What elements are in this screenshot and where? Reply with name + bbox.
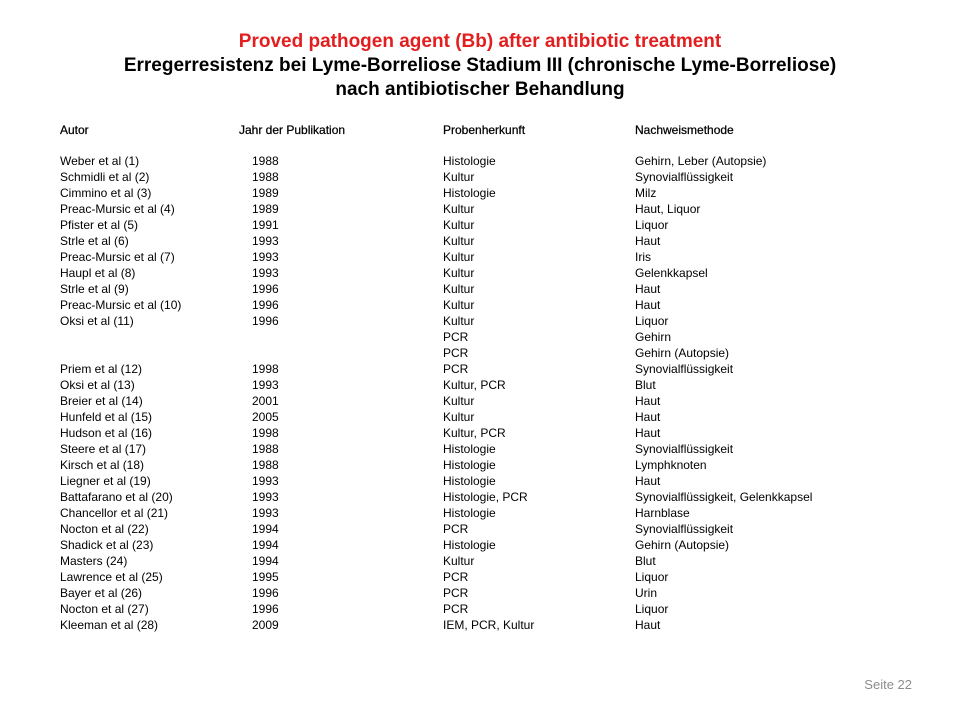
cell-jahr: 1989 <box>252 202 279 216</box>
cell-nachweismethode: Synovialflüssigkeit <box>635 362 734 376</box>
cell-probenherkunft: Kultur <box>443 170 475 184</box>
cell-jahr: 1993 <box>252 378 279 392</box>
cell-nachweismethode: Haut <box>635 474 661 488</box>
cell-jahr: 2005 <box>252 410 279 424</box>
cell-nachweismethode: Liquor <box>635 218 669 232</box>
cell-probenherkunft: Histologie, PCR <box>443 490 528 504</box>
cell-jahr: 1993 <box>252 474 279 488</box>
table-row <box>60 537 920 553</box>
cell-nachweismethode: Milz <box>635 186 657 200</box>
table-row <box>60 265 920 281</box>
cell-autor: Oksi et al (13) <box>60 378 135 392</box>
cell-jahr: 1993 <box>252 266 279 280</box>
cell-probenherkunft: Kultur, PCR <box>443 378 506 392</box>
cell-nachweismethode: Synovialflüssigkeit, Gelenkkapsel <box>635 490 813 504</box>
table-row <box>60 201 920 217</box>
table-row <box>60 617 920 633</box>
cell-probenherkunft: PCR <box>443 330 469 344</box>
cell-autor: Masters (24) <box>60 554 128 568</box>
cell-nachweismethode: Iris <box>635 250 651 264</box>
page-number: Seite 22 <box>864 677 912 692</box>
cell-probenherkunft: Kultur <box>443 234 475 248</box>
cell-autor: Kleeman et al (28) <box>60 618 159 632</box>
cell-autor: Strle et al (6) <box>60 234 129 248</box>
cell-nachweismethode: Haut <box>635 298 661 312</box>
header-jahr: Jahr der Publikation <box>239 123 346 137</box>
table-row <box>60 281 920 297</box>
table-row <box>60 313 920 329</box>
cell-probenherkunft: Kultur <box>443 554 475 568</box>
cell-jahr: 1996 <box>252 586 279 600</box>
cell-autor: Steere et al (17) <box>60 442 147 456</box>
table-row <box>60 217 920 233</box>
cell-nachweismethode: Liquor <box>635 314 669 328</box>
cell-jahr: 1993 <box>252 234 279 248</box>
cell-jahr: 1993 <box>252 506 279 520</box>
cell-probenherkunft: PCR <box>443 522 469 536</box>
cell-autor: Oksi et al (11) <box>60 314 134 328</box>
cell-probenherkunft: Kultur <box>443 298 475 312</box>
title-german: Erregerresistenz bei Lyme-Borreliose Stadium III (chronische Lyme-Borreliose) <box>123 55 837 76</box>
table-row <box>60 521 920 537</box>
cell-probenherkunft: Kultur <box>443 266 475 280</box>
table-row <box>60 153 920 169</box>
cell-autor: Shadick et al (23) <box>60 538 154 552</box>
cell-probenherkunft: Histologie <box>443 458 496 472</box>
title-german-subline: nach antibiotischer Behandlung <box>335 79 625 100</box>
cell-nachweismethode: Gelenkkapsel <box>635 266 708 280</box>
cell-nachweismethode: Haut <box>635 410 661 424</box>
cell-autor: Priem et al (12) <box>60 362 143 376</box>
cell-nachweismethode: Gehirn (Autopsie) <box>635 346 730 360</box>
cell-autor: Breier et al (14) <box>60 394 143 408</box>
cell-nachweismethode: Liquor <box>635 570 669 584</box>
cell-jahr: 1989 <box>252 186 279 200</box>
cell-nachweismethode: Gehirn (Autopsie) <box>635 538 730 552</box>
table-row <box>60 585 920 601</box>
cell-probenherkunft: PCR <box>443 602 469 616</box>
cell-autor: Hudson et al (16) <box>60 426 153 440</box>
cell-nachweismethode: Haut <box>635 426 661 440</box>
cell-jahr: 1988 <box>252 458 279 472</box>
cell-autor: Chancellor et al (21) <box>60 506 169 520</box>
cell-autor: Haupl et al (8) <box>60 266 136 280</box>
cell-probenherkunft: Kultur <box>443 282 475 296</box>
cell-jahr: 1996 <box>252 298 279 312</box>
cell-nachweismethode: Lymphknoten <box>635 458 707 472</box>
cell-probenherkunft: Kultur <box>443 250 475 264</box>
cell-jahr: 1994 <box>252 554 279 568</box>
cell-jahr: 1998 <box>252 426 279 440</box>
cell-probenherkunft: PCR <box>443 570 469 584</box>
cell-probenherkunft: Kultur <box>443 394 475 408</box>
header-probenherkunft: Probenherkunft <box>443 123 526 137</box>
slide-title <box>0 30 960 102</box>
study-table <box>60 122 920 633</box>
cell-jahr: 1995 <box>252 570 279 584</box>
cell-autor: Lawrence et al (25) <box>60 570 163 584</box>
cell-autor: Cimmino et al (3) <box>60 186 152 200</box>
cell-autor: Nocton et al (27) <box>60 602 149 616</box>
cell-nachweismethode: Gehirn, Leber (Autopsie) <box>635 154 767 168</box>
table-row <box>60 329 920 345</box>
cell-nachweismethode: Haut <box>635 618 661 632</box>
table-row <box>60 473 920 489</box>
cell-nachweismethode: Haut, Liquor <box>635 202 701 216</box>
table-row <box>60 233 920 249</box>
cell-jahr: 1996 <box>252 602 279 616</box>
cell-autor: Schmidli et al (2) <box>60 170 150 184</box>
cell-nachweismethode: Liquor <box>635 602 669 616</box>
cell-autor: Kirsch et al (18) <box>60 458 145 472</box>
cell-jahr: 1988 <box>252 442 279 456</box>
cell-jahr: 1994 <box>252 538 279 552</box>
header-autor: Autor <box>60 123 89 137</box>
cell-jahr: 1994 <box>252 522 279 536</box>
title-english: Proved pathogen agent (Bb) after antibiotic treatment <box>238 31 722 52</box>
table-row <box>60 425 920 441</box>
cell-nachweismethode: Haut <box>635 234 661 248</box>
table-row <box>60 505 920 521</box>
cell-autor: Strle et al (9) <box>60 282 129 296</box>
cell-autor: Preac-Mursic et al (10) <box>60 298 182 312</box>
cell-autor: Pfister et al (5) <box>60 218 139 232</box>
table-row <box>60 457 920 473</box>
cell-nachweismethode: Synovialflüssigkeit <box>635 522 734 536</box>
table-row <box>60 393 920 409</box>
table-header <box>60 122 920 138</box>
cell-jahr: 1996 <box>252 314 279 328</box>
cell-probenherkunft: Histologie <box>443 186 496 200</box>
cell-jahr: 1988 <box>252 170 279 184</box>
cell-probenherkunft: Kultur <box>443 410 475 424</box>
cell-nachweismethode: Synovialflüssigkeit <box>635 442 734 456</box>
cell-autor: Preac-Mursic et al (4) <box>60 202 175 216</box>
cell-autor: Weber et al (1) <box>60 154 140 168</box>
cell-jahr: 1996 <box>252 282 279 296</box>
table-row <box>60 185 920 201</box>
table-row <box>60 553 920 569</box>
cell-nachweismethode: Blut <box>635 554 656 568</box>
cell-probenherkunft: Histologie <box>443 154 496 168</box>
cell-probenherkunft: PCR <box>443 362 469 376</box>
cell-autor: Liegner et al (19) <box>60 474 151 488</box>
cell-probenherkunft: Kultur <box>443 218 475 232</box>
table-row <box>60 377 920 393</box>
cell-jahr: 1993 <box>252 490 279 504</box>
cell-probenherkunft: IEM, PCR, Kultur <box>443 618 535 632</box>
table-row <box>60 409 920 425</box>
cell-autor: Nocton et al (22) <box>60 522 149 536</box>
table-row <box>60 169 920 185</box>
cell-jahr: 2001 <box>252 394 279 408</box>
cell-probenherkunft: Kultur <box>443 202 475 216</box>
cell-jahr: 1993 <box>252 250 279 264</box>
table-row <box>60 345 920 361</box>
cell-nachweismethode: Blut <box>635 378 656 392</box>
cell-nachweismethode: Gehirn <box>635 330 672 344</box>
cell-probenherkunft: Kultur <box>443 314 475 328</box>
cell-probenherkunft: Histologie <box>443 506 496 520</box>
table-row <box>60 601 920 617</box>
cell-probenherkunft: Histologie <box>443 538 496 552</box>
cell-nachweismethode: Haut <box>635 394 661 408</box>
table-row <box>60 297 920 313</box>
header-nachweismethode: Nachweismethode <box>635 123 734 137</box>
cell-nachweismethode: Urin <box>635 586 658 600</box>
cell-probenherkunft: Kultur, PCR <box>443 426 506 440</box>
table-row <box>60 489 920 505</box>
cell-probenherkunft: Histologie <box>443 474 496 488</box>
cell-probenherkunft: PCR <box>443 586 469 600</box>
table-row <box>60 249 920 265</box>
table-row <box>60 361 920 377</box>
cell-probenherkunft: PCR <box>443 346 469 360</box>
cell-jahr: 2009 <box>252 618 279 632</box>
cell-nachweismethode: Synovialflüssigkeit <box>635 170 734 184</box>
cell-autor: Hunfeld et al (15) <box>60 410 153 424</box>
cell-autor: Preac-Mursic et al (7) <box>60 250 175 264</box>
cell-autor: Bayer et al (26) <box>60 586 143 600</box>
cell-autor: Battafarano et al (20) <box>60 490 173 504</box>
table-row <box>60 569 920 585</box>
table-body <box>60 153 920 633</box>
cell-jahr: 1988 <box>252 154 279 168</box>
cell-probenherkunft: Histologie <box>443 442 496 456</box>
cell-nachweismethode: Haut <box>635 282 661 296</box>
cell-jahr: 1998 <box>252 362 279 376</box>
cell-nachweismethode: Harnblase <box>635 506 690 520</box>
table-row <box>60 441 920 457</box>
cell-jahr: 1991 <box>252 218 279 232</box>
